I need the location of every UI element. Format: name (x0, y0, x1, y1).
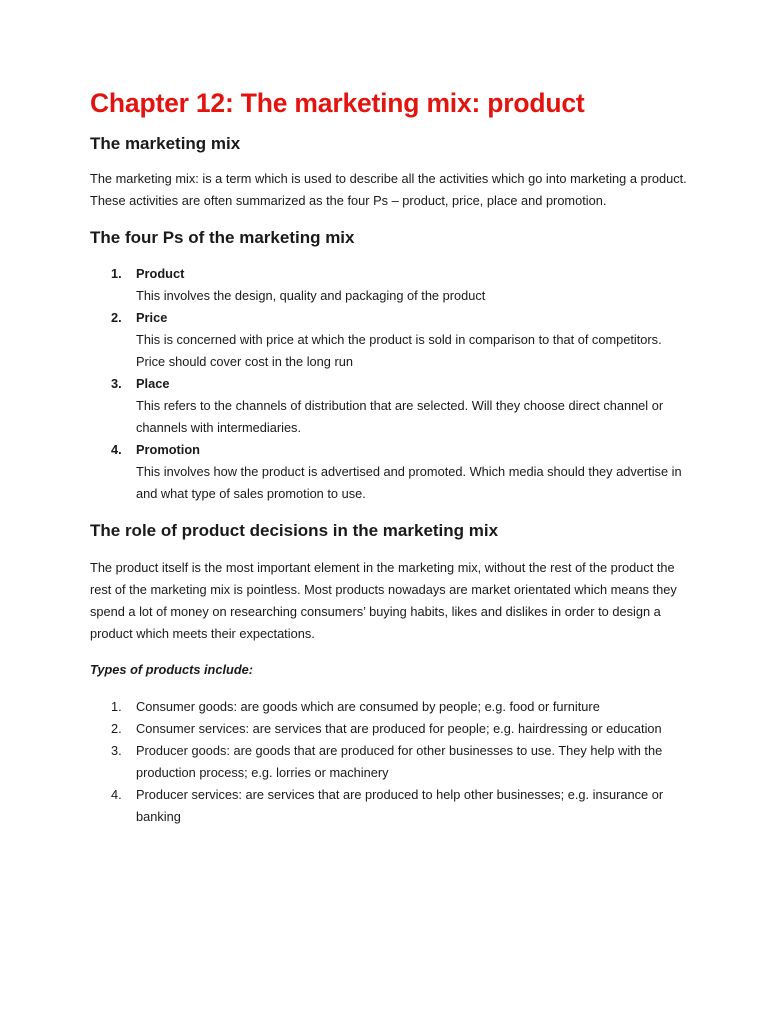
document-page (90, 88, 690, 828)
list-item (90, 373, 690, 439)
list-number: 2. (111, 721, 122, 737)
section-role-of-product (90, 520, 690, 828)
item-description: This refers to the channels of distribution that are selected. Will they choose direct channel or channels with intermediaries. (136, 397, 664, 435)
item-text: Consumer goods: are goods which are consumed by people; e.g. food or furniture (136, 699, 600, 715)
item-description: This involves the design, quality and packaging of the product (136, 287, 486, 303)
list-item (90, 439, 690, 505)
list-item (90, 696, 690, 718)
list-number: 1. (111, 265, 122, 281)
item-title: Place (136, 375, 170, 391)
list-item (90, 784, 690, 828)
marketing-mix-paragraph: The marketing mix: is a term which is used to describe all the activities which go into marketing a product. These activities are often summarized as the four Ps – product, price, place and promotion. (90, 170, 687, 208)
role-paragraph: The product itself is the most important element in the marketing mix, without the rest of the product the rest of the marketing mix is pointless. Most products nowadays are market orientated which means they spend a lot of money on researching consumers’ buying habits, likes and dislikes in order to design a product which meets their expectations. (90, 560, 677, 642)
list-number: 3. (111, 743, 122, 759)
list-item (90, 307, 690, 373)
list-item (90, 263, 690, 307)
section-heading-four-ps: The four Ps of the marketing mix (90, 227, 355, 247)
item-text: Producer services: are services that are produced to help other businesses; e.g. insurance or banking (136, 787, 664, 825)
section-heading-role-of-product: The role of product decisions in the marketing mix (90, 520, 499, 540)
chapter-title: Chapter 12: The marketing mix: product (90, 88, 585, 118)
item-text: Producer goods: are goods that are produced for other businesses to use. They help with the production process; e.g. lorries or machinery (136, 743, 663, 781)
product-types-list (90, 696, 690, 828)
list-item (90, 740, 690, 784)
section-four-ps (90, 227, 690, 505)
four-ps-list (90, 263, 690, 505)
list-number: 1. (111, 699, 122, 715)
item-description: This involves how the product is advertised and promoted. Which media should they advertise in and what type of sales promotion to use. (136, 463, 682, 501)
section-marketing-mix (90, 133, 690, 212)
list-number: 3. (111, 375, 122, 391)
item-title: Price (136, 309, 168, 325)
item-title: Promotion (136, 441, 200, 457)
list-number: 2. (111, 309, 122, 325)
item-title: Product (136, 265, 185, 281)
list-number: 4. (111, 441, 122, 457)
types-heading: Types of products include: (90, 662, 254, 678)
item-text: Consumer services: are services that are produced for people; e.g. hairdressing or education (136, 721, 662, 737)
list-item (90, 718, 690, 740)
item-description: This is concerned with price at which the product is sold in comparison to that of competitors. Price should cover cost in the long run (136, 331, 662, 369)
list-number: 4. (111, 787, 122, 803)
section-heading-marketing-mix: The marketing mix (90, 133, 241, 153)
